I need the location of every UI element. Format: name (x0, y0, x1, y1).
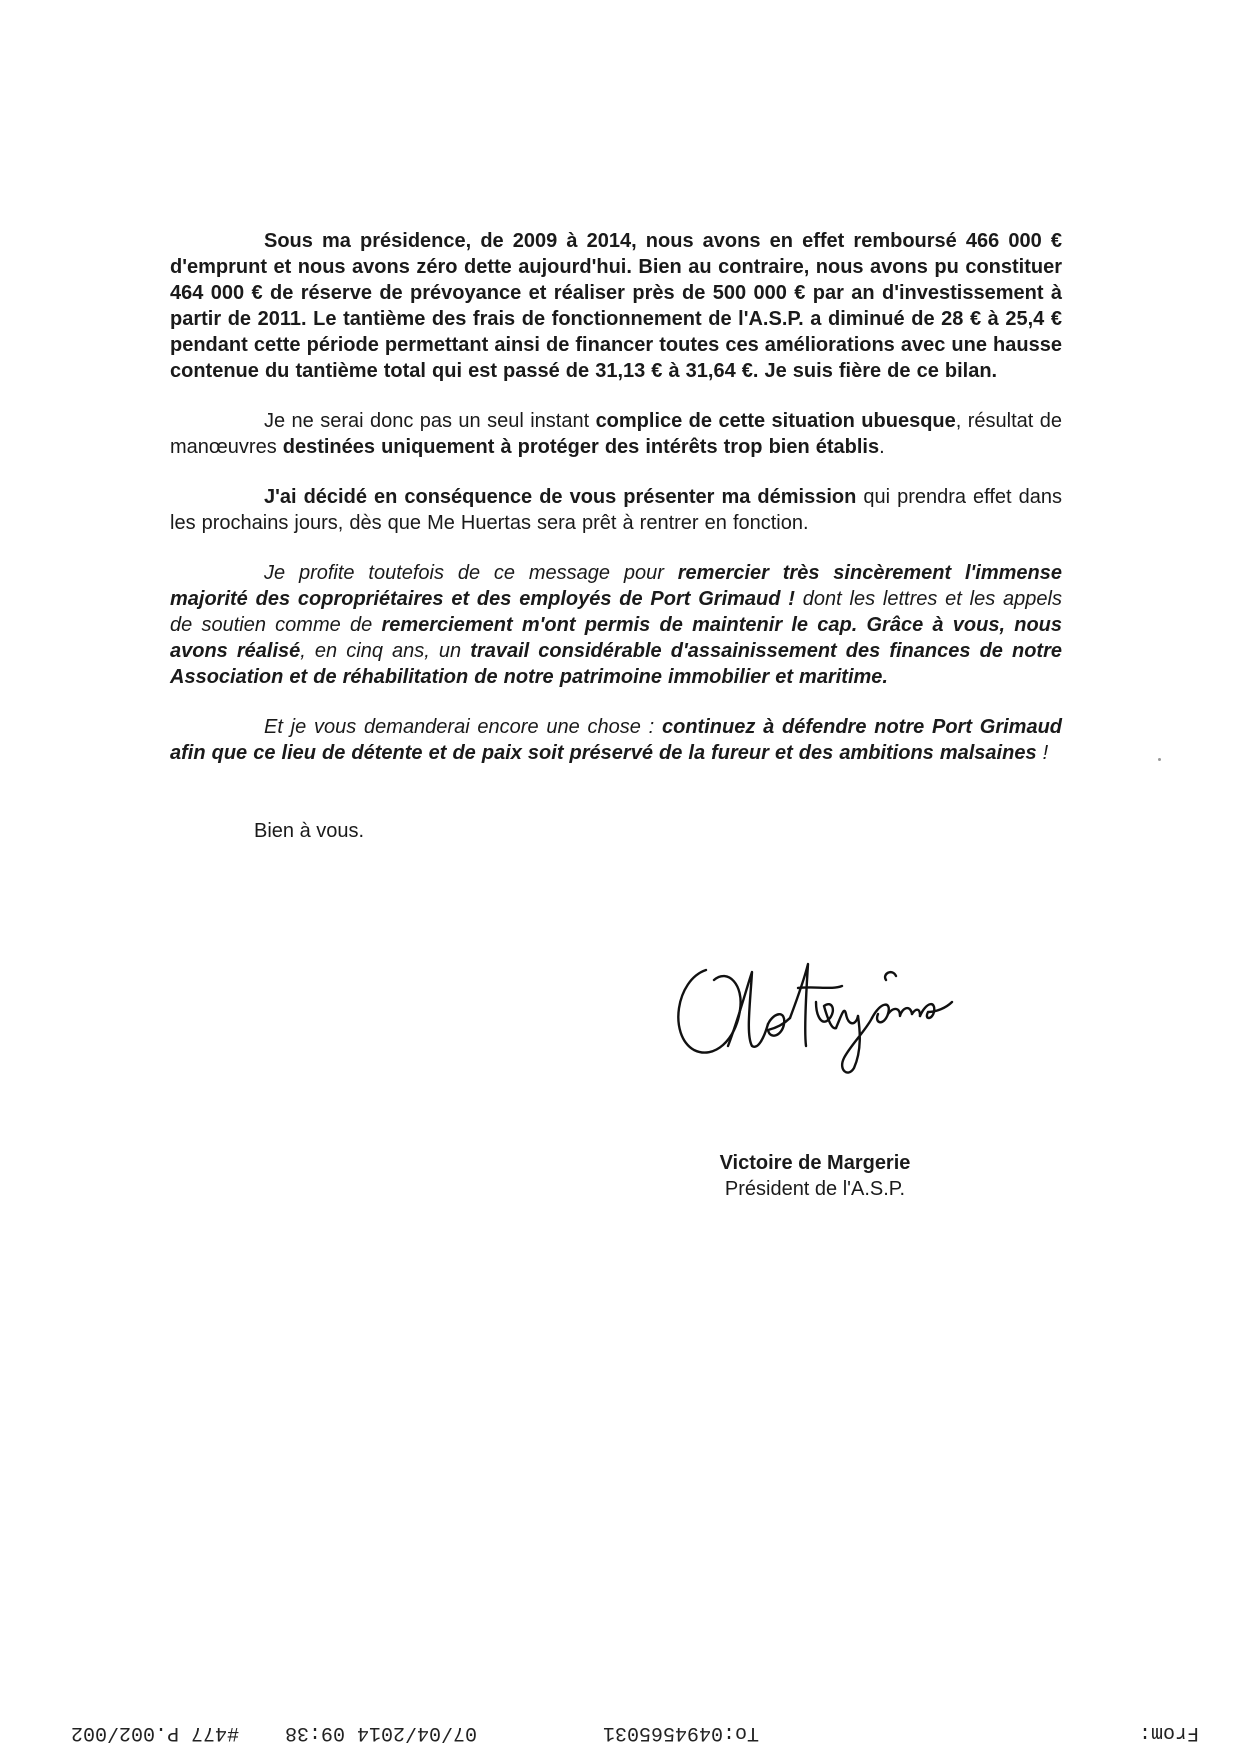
closing-salutation: Bien à vous. (254, 820, 365, 842)
paragraph-text: . (879, 436, 885, 458)
emphasis-text: travail considérable d'assainissement des finances de notre Association et de réhabilitation de notre patrimoine immobilier et maritime. (170, 640, 1062, 688)
paragraph-text: Je ne serai donc pas un seul instant (264, 410, 596, 432)
paragraph-text: qui prendra effet dans les prochains jours, dès que Me Huertas sera prêt à rentrer en fonction. (170, 486, 1062, 534)
paragraph-financial-results (170, 228, 1062, 384)
paragraph-text: , résultat de manœuvres (170, 410, 1062, 458)
paragraph-request (170, 714, 1062, 766)
scan-speck (1158, 758, 1161, 761)
paragraph-thanks (170, 560, 1062, 690)
emphasis-text: complice de cette situation ubuesque (595, 410, 956, 432)
signature (666, 950, 966, 1080)
paragraph-text: Je profite toutefois de ce message pour (264, 562, 678, 584)
emphasis-text: remerciement m'ont permis de maintenir le cap. Grâce à vous, nous avons réalisé (170, 614, 1062, 662)
fax-from-label: From: (1138, 1721, 1199, 1744)
fax-header-line (0, 1714, 1239, 1744)
fax-job-page: #477 P.002/002 (70, 1721, 239, 1744)
signer-name: Victoire de Margerie (719, 1152, 911, 1174)
letter-body (170, 228, 1062, 790)
emphasis-text: destinées uniquement à protéger des intérêts trop bien établis (282, 436, 880, 458)
emphasis-text: J'ai décidé en conséquence de vous présenter ma démission (264, 486, 857, 508)
emphasis-text: continuez à défendre notre Port Grimaud afin que ce lieu de détente et de paix soit préservé de la fureur et des ambitions malsaines (170, 716, 1063, 764)
signer-block (700, 1150, 930, 1202)
fax-datetime: 07/04/2014 09:38 (284, 1721, 477, 1744)
paragraph-text: ! (1036, 742, 1049, 764)
paragraph-text: Sous ma présidence, de 2009 à 2014, nous avons en effet remboursé 466 000 € d'emprunt et nous avons zéro dette aujourd'hui. Bien au contraire, nous avons pu constituer 464 000 € de réserve de prévoyance et réaliser près de 500 000 € par an d'investissement à partir de 2011. Le tantième des frais de fonctionnement de l'A.S.P. a diminué de 28 € à 25,4 € pendant cette période permettant ainsi de financer toutes ces améliorations avec une hausse contenue du tantième total qui est passé de 31,13 € à 31,64 €. Je suis fière de ce bilan. (170, 230, 1062, 382)
paragraph-text: , en cinq ans, un (300, 640, 471, 662)
signer-title: Président de l'A.S.P. (724, 1178, 906, 1200)
paragraph-complicity (170, 408, 1062, 460)
fax-to-number: To:0494565031 (602, 1721, 759, 1744)
paragraph-text: Et je vous demanderai encore une chose : (264, 716, 662, 738)
emphasis-text: remercier très sincèrement l'immense majorité des copropriétaires et des employés de Port Grimaud ! (170, 562, 1062, 610)
paragraph-text: dont les lettres et les appels de soutien comme de (170, 588, 1062, 636)
paragraph-resignation (170, 484, 1062, 536)
